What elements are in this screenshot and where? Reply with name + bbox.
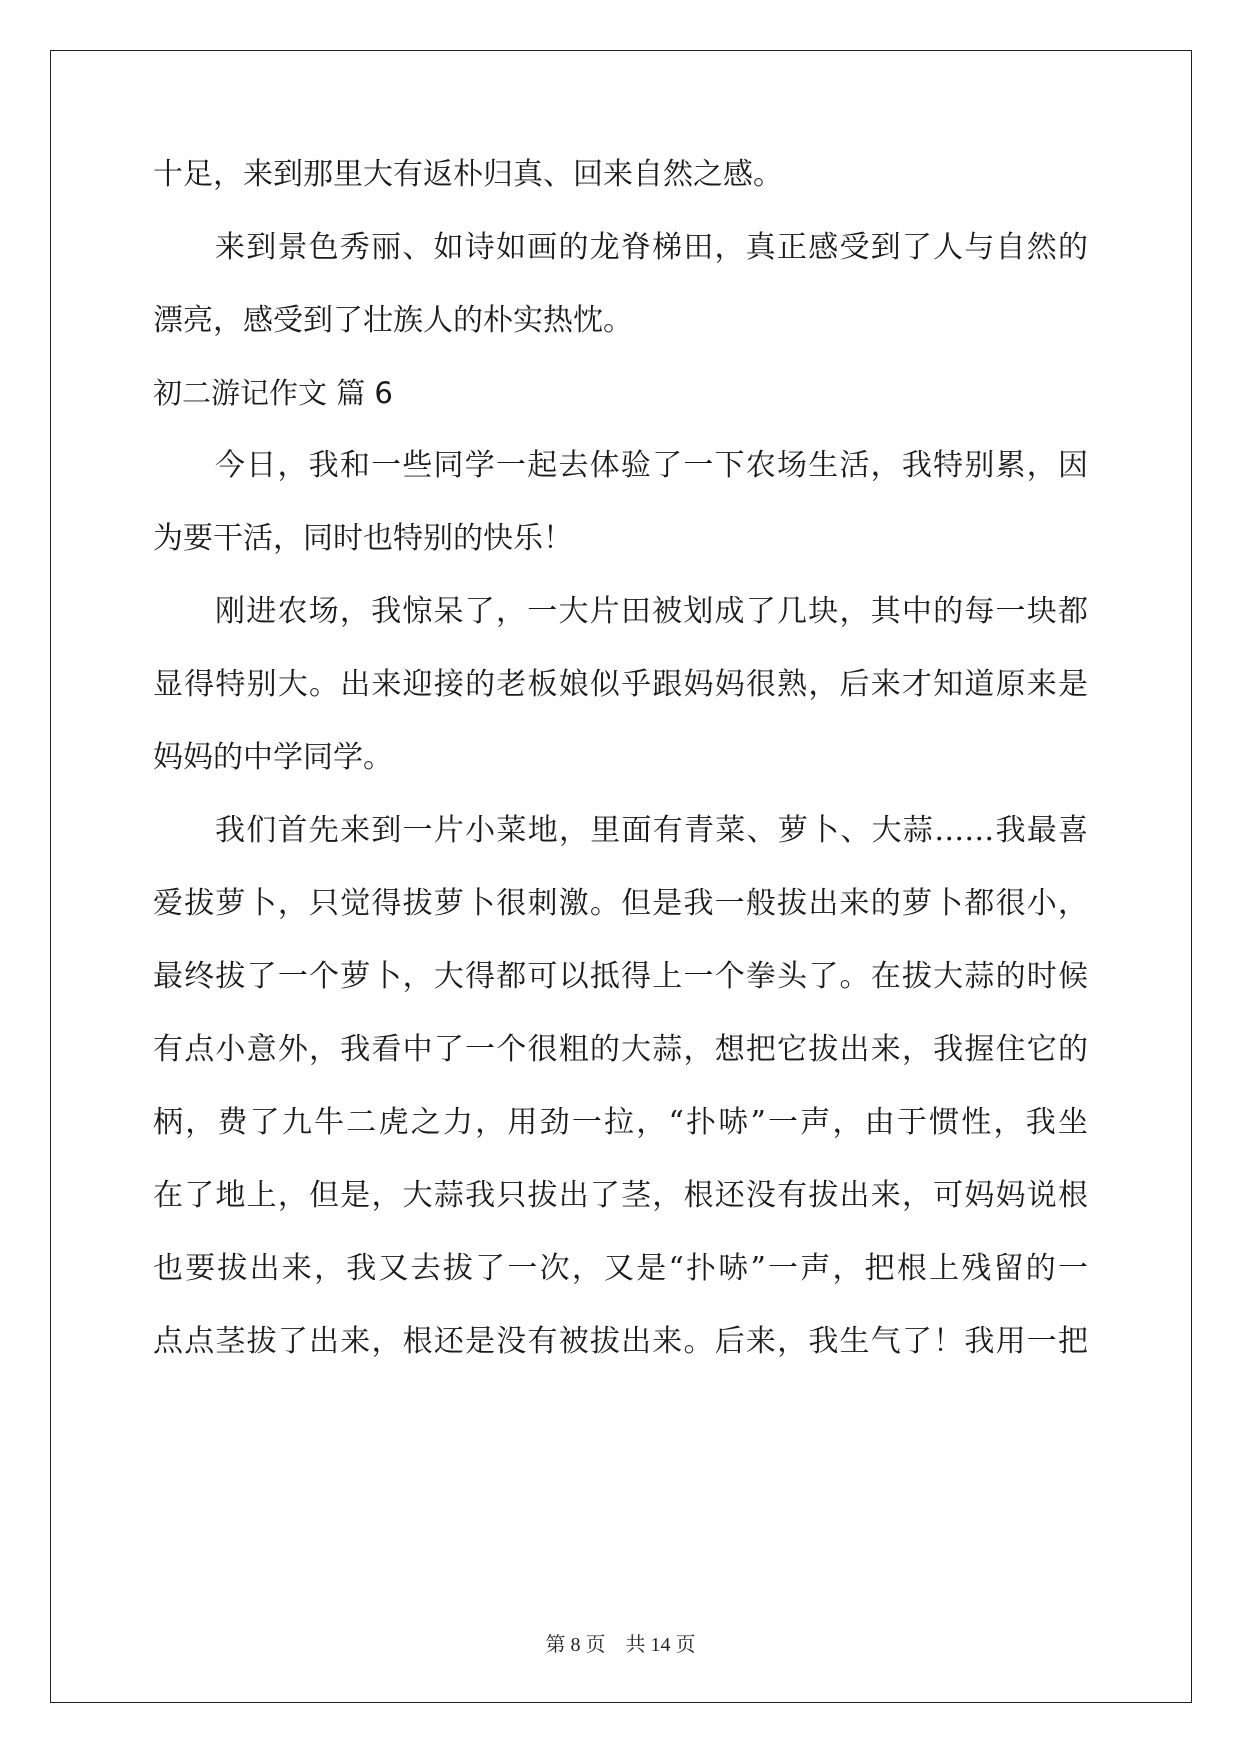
text-line: 也要拔出来，我又去拔了一次，又是“扑哧”一声，把根上残留的一 xyxy=(153,1251,1088,1286)
text-line: 柄，费了九牛二虎之力，用劲一拉，“扑哧”一声，由于惯性，我坐 xyxy=(153,1105,1088,1140)
page-footer xyxy=(0,1628,1241,1657)
section-heading: 初二游记作文 篇 6 xyxy=(153,376,393,410)
text-line: 为要干活，同时也特别的快乐！ xyxy=(153,521,573,556)
page-number: 第 8 页 xyxy=(545,1634,606,1656)
page-border xyxy=(50,50,1192,1703)
paragraph-start-line: 来到景色秀丽、如诗如画的龙脊梯田，真正感受到了人与自然的 xyxy=(215,230,1088,265)
text-line: 爱拔萝卜，只觉得拔萝卜很刺激。但是我一般拔出来的萝卜都很小， xyxy=(153,886,1088,921)
text-line: 十足，来到那里大有返朴归真、回来自然之感。 xyxy=(153,157,783,192)
paragraph-start-line: 我们首先来到一片小菜地，里面有青菜、萝卜、大蒜……我最喜 xyxy=(215,813,1088,848)
text-line: 有点小意外，我看中了一个很粗的大蒜，想把它拔出来，我握住它的 xyxy=(153,1032,1088,1067)
page-total: 共 14 页 xyxy=(625,1634,696,1656)
text-line: 显得特别大。出来迎接的老板娘似乎跟妈妈很熟，后来才知道原来是 xyxy=(153,667,1088,702)
text-line: 在了地上，但是，大蒜我只拔出了茎，根还没有拔出来，可妈妈说根 xyxy=(153,1178,1088,1213)
text-line: 点点茎拔了出来，根还是没有被拔出来。后来，我生气了！我用一把 xyxy=(153,1324,1088,1359)
paragraph-start-line: 刚进农场，我惊呆了，一大片田被划成了几块，其中的每一块都 xyxy=(215,594,1088,629)
text-line: 最终拔了一个萝卜，大得都可以抵得上一个拳头了。在拔大蒜的时候 xyxy=(153,959,1088,994)
paragraph-start-line: 今日，我和一些同学一起去体验了一下农场生活，我特别累，因 xyxy=(215,448,1088,483)
text-line: 妈妈的中学同学。 xyxy=(153,740,393,775)
text-line: 漂亮，感受到了壮族人的朴实热忱。 xyxy=(153,303,633,338)
